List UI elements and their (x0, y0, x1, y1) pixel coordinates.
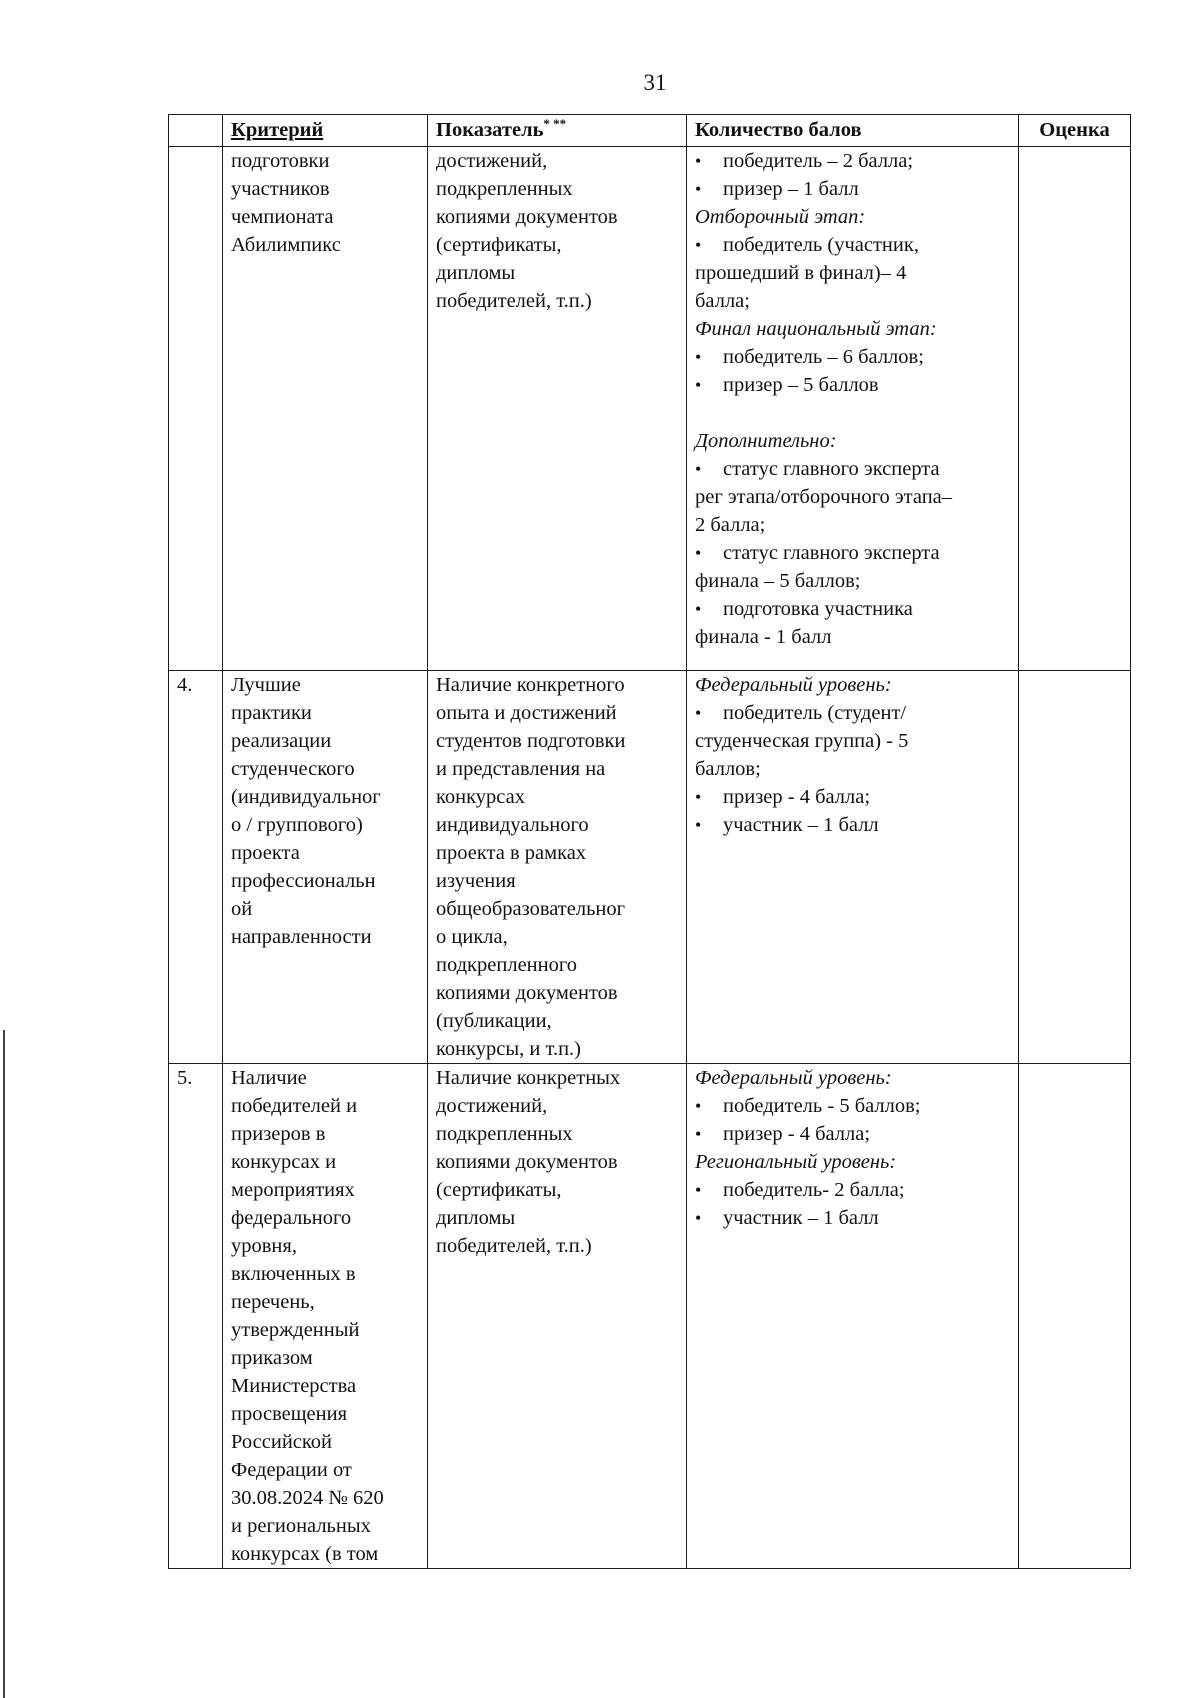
points-bullet-item (695, 371, 1018, 399)
criterion-line: (индивидуальног (231, 786, 381, 808)
criterion-line: о / группового) (231, 814, 363, 836)
points-bullet-item (695, 539, 1018, 567)
row-number: 4. (169, 671, 223, 1064)
points-bullet-item (695, 783, 1018, 811)
points-level-heading: Финал национальный этап: (695, 318, 937, 340)
indicator-line: достижений, (436, 1095, 548, 1117)
criterion-line: участников (231, 178, 330, 200)
bullet-icon: • (695, 235, 702, 255)
criterion-line: уровня, (231, 1235, 297, 1257)
indicator-line: опыта и достижений (436, 702, 617, 724)
indicator-line: общеобразовательног (436, 898, 626, 920)
criterion-line: студенческого (231, 758, 355, 780)
points-bullet-text: победитель – 6 баллов; (723, 346, 924, 368)
row-number (169, 147, 223, 671)
criterion-line: мероприятиях (231, 1179, 355, 1201)
criterion-line: утвержденный (231, 1319, 360, 1341)
indicator-line: копиями документов (436, 206, 618, 228)
indicator-line: конкурсы, и т.п.) (436, 1038, 581, 1060)
criterion-line: подготовки (231, 150, 330, 172)
indicator-line: победителей, т.п.) (436, 1235, 592, 1257)
points-bullet-text: подготовка участника (723, 598, 913, 620)
points-level-heading: Федеральный уровень: (695, 674, 892, 696)
points-bullet-text: победитель (студент/ (723, 702, 907, 724)
criterion-line: просвещения (231, 1403, 347, 1425)
indicator-line: о цикла, (436, 926, 508, 948)
criterion-line: ой (231, 898, 253, 920)
bullet-icon: • (695, 1124, 702, 1144)
criterion-line: победителей и (231, 1095, 358, 1117)
criterion-line: конкурсах (в том (231, 1543, 379, 1565)
bullet-icon: • (695, 599, 702, 619)
points-bullet-item (695, 811, 1018, 839)
bullet-icon: • (695, 703, 702, 723)
criterion-line: направленности (231, 926, 372, 948)
criterion-line: призеров в (231, 1123, 326, 1145)
bullet-icon: • (695, 1180, 702, 1200)
points-bullet-text: призер - 4 балла; (723, 1123, 871, 1145)
points-bullet-text: призер - 4 балла; (723, 786, 871, 808)
points-bullet-text: победитель- 2 балла; (723, 1179, 905, 1201)
criterion-line: Лучшие (231, 674, 301, 696)
indicator-line: изучения (436, 870, 516, 892)
indicator-line: достижений, (436, 150, 548, 172)
points-bullet-item (695, 1176, 1018, 1204)
indicator-line: и представления на (436, 758, 606, 780)
bullet-icon: • (695, 459, 702, 479)
points-bullet-item (695, 343, 1018, 371)
points-level-heading: Отборочный этап: (695, 206, 866, 228)
points-bullet-item (695, 1204, 1018, 1232)
criterion-cell (223, 671, 428, 1064)
indicator-line: студентов подготовки (436, 730, 626, 752)
criterion-line: чемпионата (231, 206, 334, 228)
criterion-line: конкурсах и (231, 1151, 337, 1173)
points-line: финала - 1 балл (695, 626, 832, 648)
points-bullet-text: статус главного эксперта (723, 542, 940, 564)
points-line: балла; (695, 290, 750, 312)
scan-edge-mark (3, 1030, 5, 1698)
indicator-line: подкрепленных (436, 1123, 573, 1145)
table-row (169, 1064, 1131, 1569)
indicator-line: копиями документов (436, 1151, 618, 1173)
points-bullet-text: участник – 1 балл (723, 814, 879, 836)
score-cell[interactable] (1019, 1064, 1131, 1569)
bullet-icon: • (695, 347, 702, 367)
bullet-icon: • (695, 1208, 702, 1228)
bullet-icon: • (695, 1096, 702, 1116)
indicator-line: подкрепленных (436, 178, 573, 200)
points-bullet-text: призер – 5 баллов (723, 374, 879, 396)
indicator-line: индивидуального (436, 814, 589, 836)
points-line: рег этапа/отборочного этапа– (695, 486, 953, 508)
criterion-line: практики (231, 702, 312, 724)
table-row (169, 671, 1131, 1064)
criteria-table (168, 114, 1131, 1569)
indicator-line: (публикации, (436, 1010, 552, 1032)
criterion-line: включенных в (231, 1263, 356, 1285)
header-points: Количество балов (687, 115, 1019, 147)
indicator-cell (428, 1064, 687, 1569)
indicator-line: дипломы (436, 262, 516, 284)
points-line: баллов; (695, 758, 761, 780)
criterion-line: и региональных (231, 1515, 371, 1537)
indicator-line: (сертификаты, (436, 234, 562, 256)
points-bullet-text: статус главного эксперта (723, 458, 940, 480)
header-indicator-footnote-mark: * ** (543, 116, 567, 132)
indicator-line: дипломы (436, 1207, 516, 1229)
indicator-line: подкрепленного (436, 954, 578, 976)
indicator-line: (сертификаты, (436, 1179, 562, 1201)
points-bullet-text: участник – 1 балл (723, 1207, 879, 1229)
bullet-icon: • (695, 543, 702, 563)
criterion-line: Наличие (231, 1067, 307, 1089)
bullet-icon: • (695, 375, 702, 395)
criterion-line: Российской (231, 1431, 333, 1453)
points-spacer (695, 399, 1018, 427)
header-num (169, 115, 223, 147)
indicator-cell (428, 147, 687, 671)
points-bullet-item (695, 231, 1018, 259)
points-level-heading: Федеральный уровень: (695, 1067, 892, 1089)
table-header-row (169, 115, 1131, 147)
criterion-line: реализации (231, 730, 332, 752)
points-bullet-text: победитель (участник, (723, 234, 919, 256)
criterion-line: федерального (231, 1207, 352, 1229)
bullet-icon: • (695, 815, 702, 835)
points-line: финала – 5 баллов; (695, 570, 861, 592)
score-cell[interactable] (1019, 147, 1131, 671)
points-level-heading: Дополнительно: (695, 430, 837, 452)
table-row (169, 147, 1131, 671)
points-bullet-item (695, 1092, 1018, 1120)
indicator-line: победителей, т.п.) (436, 290, 592, 312)
points-bullet-item (695, 455, 1018, 483)
criterion-line: Федерации от (231, 1459, 352, 1481)
points-line: прошедший в финал)– 4 (695, 262, 907, 284)
indicator-line: конкурсах (436, 786, 526, 808)
bullet-icon: • (695, 179, 702, 199)
indicator-line: Наличие конкретного (436, 674, 625, 696)
points-bullet-item (695, 1120, 1018, 1148)
indicator-cell (428, 671, 687, 1064)
points-bullet-text: победитель - 5 баллов; (723, 1095, 921, 1117)
criterion-line: Министерства (231, 1375, 357, 1397)
criterion-cell (223, 147, 428, 671)
points-line: 2 балла; (695, 514, 766, 536)
criterion-line: перечень, (231, 1291, 315, 1313)
indicator-line: Наличие конкретных (436, 1067, 621, 1089)
row-number: 5. (169, 1064, 223, 1569)
points-cell (687, 671, 1019, 1064)
criterion-cell (223, 1064, 428, 1569)
points-level-heading: Региональный уровень: (695, 1151, 897, 1173)
points-cell (687, 147, 1019, 671)
criterion-line: 30.08.2024 № 620 (231, 1487, 384, 1509)
header-criterion: Критерий (223, 115, 428, 147)
points-bullet-text: победитель – 2 балла; (723, 150, 914, 172)
points-cell (687, 1064, 1019, 1569)
indicator-line: копиями документов (436, 982, 618, 1004)
header-score: Оценка (1019, 115, 1131, 147)
indicator-line: проекта в рамках (436, 842, 587, 864)
points-line: студенческая группа) - 5 (695, 730, 909, 752)
criterion-line: Абилимпикс (231, 234, 341, 256)
criterion-line: приказом (231, 1347, 313, 1369)
points-bullet-item (695, 175, 1018, 203)
bullet-icon: • (695, 787, 702, 807)
points-bullet-text: призер – 1 балл (723, 178, 859, 200)
points-bullet-item (695, 147, 1018, 175)
points-bullet-item (695, 595, 1018, 623)
points-bullet-item (695, 699, 1018, 727)
criterion-line: профессиональн (231, 870, 376, 892)
header-indicator: Показатель* ** (428, 115, 687, 147)
criterion-line: проекта (231, 842, 300, 864)
score-cell[interactable] (1019, 671, 1131, 1064)
bullet-icon: • (695, 151, 702, 171)
page-number: 31 (643, 70, 667, 95)
